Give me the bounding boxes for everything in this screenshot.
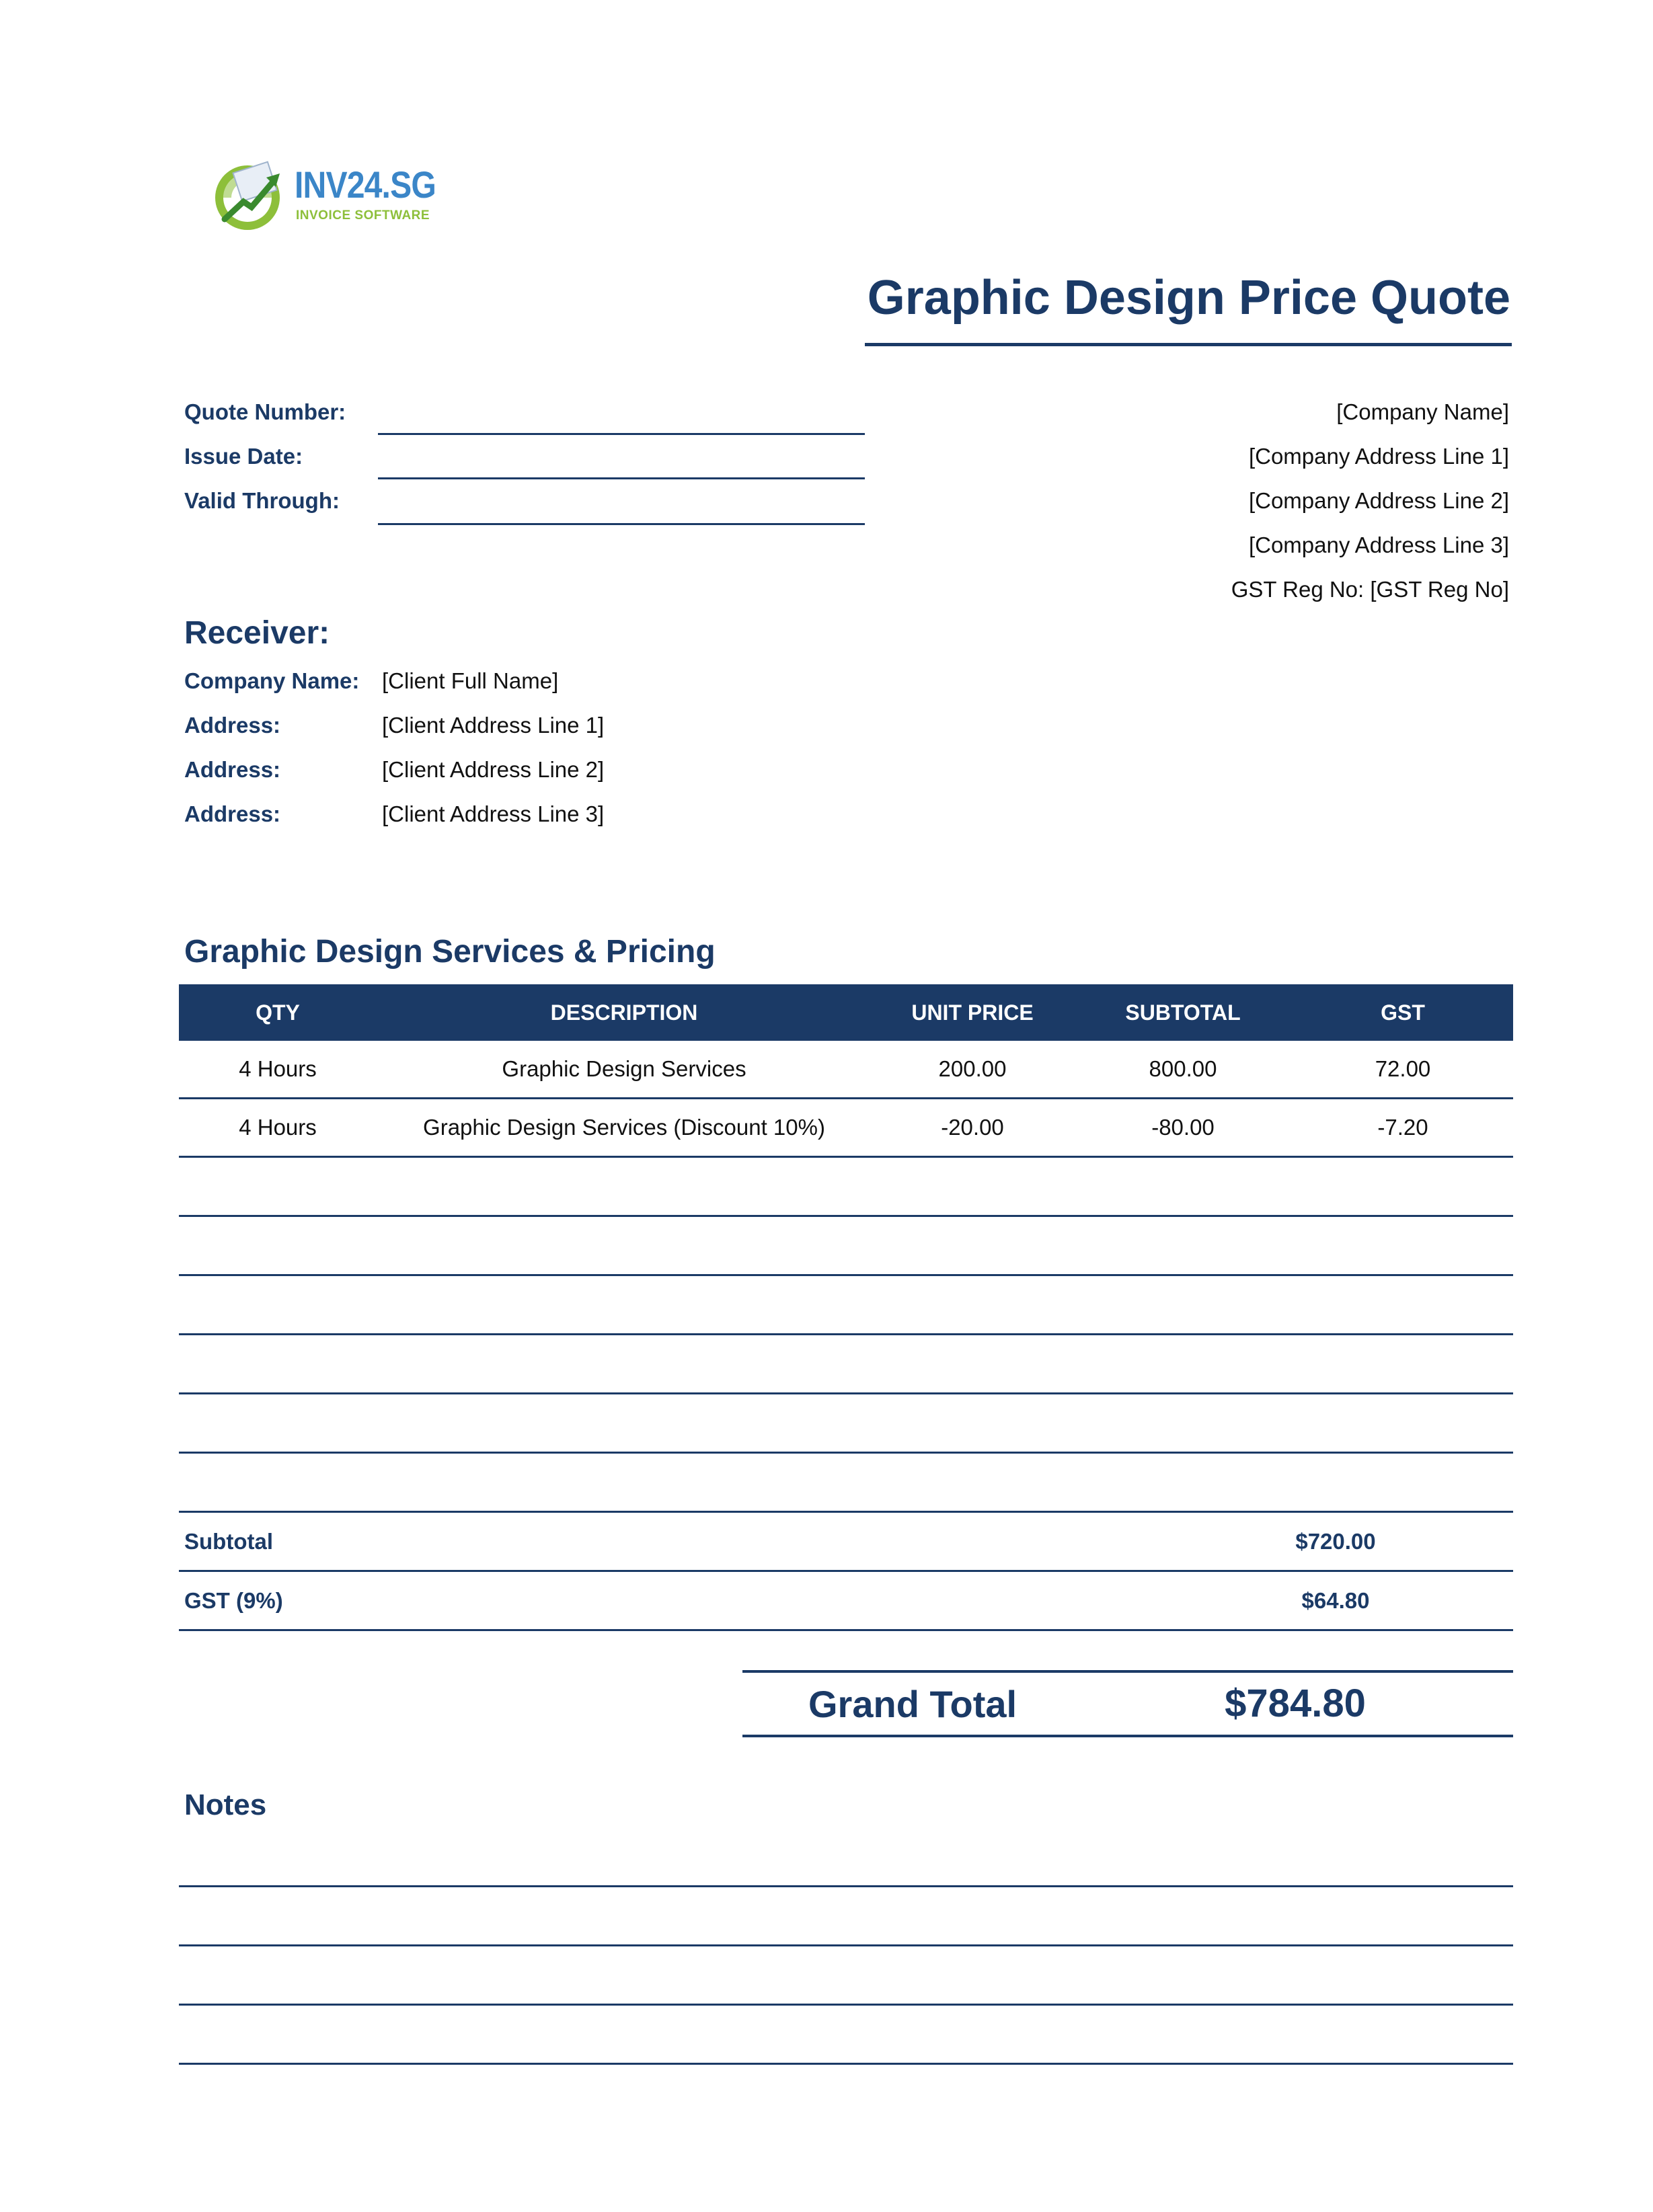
gst-label: GST (9%) bbox=[184, 1588, 283, 1613]
empty-table-row[interactable] bbox=[179, 1217, 1513, 1276]
row-gst: 72.00 bbox=[1375, 1056, 1431, 1081]
valid-through-field[interactable] bbox=[378, 523, 865, 525]
receiver-address-label: Address: bbox=[184, 757, 281, 782]
quote-number-field[interactable] bbox=[378, 433, 865, 435]
receiver-address-line-2: [Client Address Line 2] bbox=[382, 757, 605, 782]
issue-date-label: Issue Date: bbox=[184, 444, 303, 469]
logo-tagline: INVOICE SOFTWARE bbox=[296, 208, 430, 223]
empty-table-row[interactable] bbox=[179, 1158, 1513, 1217]
table-row bbox=[179, 1099, 1513, 1158]
notes-line[interactable] bbox=[179, 2063, 1513, 2065]
issue-date-field[interactable] bbox=[378, 477, 865, 479]
notes-heading: Notes bbox=[184, 1788, 267, 1821]
row-unit-price: -20.00 bbox=[941, 1115, 1004, 1140]
receiver-company-value: [Client Full Name] bbox=[382, 668, 559, 693]
receiver-address-line-3: [Client Address Line 3] bbox=[382, 801, 605, 826]
valid-through-label: Valid Through: bbox=[184, 488, 340, 513]
row-qty: 4 Hours bbox=[239, 1056, 317, 1081]
gst-row bbox=[179, 1572, 1513, 1631]
row-qty: 4 Hours bbox=[239, 1115, 317, 1140]
column-header-description: DESCRIPTION bbox=[550, 1000, 698, 1025]
receiver-address-label: Address: bbox=[184, 801, 281, 826]
column-header-qty: QTY bbox=[256, 1000, 300, 1025]
pricing-table bbox=[179, 984, 1513, 1631]
table-header bbox=[179, 984, 1513, 1041]
gst-value: $64.80 bbox=[1301, 1588, 1370, 1613]
empty-table-row[interactable] bbox=[179, 1335, 1513, 1394]
grand-total-value: $784.80 bbox=[1225, 1682, 1366, 1725]
column-header-gst: GST bbox=[1381, 1000, 1425, 1025]
empty-table-row[interactable] bbox=[179, 1454, 1513, 1513]
row-description: Graphic Design Services (Discount 10%) bbox=[423, 1115, 825, 1140]
notes-line[interactable] bbox=[179, 1944, 1513, 1946]
company-logo bbox=[210, 157, 438, 233]
subtotal-row bbox=[179, 1513, 1513, 1572]
company-address-line-3: [Company Address Line 3] bbox=[1248, 532, 1509, 557]
company-address-line-1: [Company Address Line 1] bbox=[1248, 444, 1509, 469]
subtotal-label: Subtotal bbox=[184, 1529, 273, 1554]
empty-table-row[interactable] bbox=[179, 1276, 1513, 1335]
page-title: Graphic Design Price Quote bbox=[867, 271, 1510, 325]
receiver-company-label: Company Name: bbox=[184, 668, 360, 693]
notes-line[interactable] bbox=[179, 1885, 1513, 1887]
receiver-address-line-1: [Client Address Line 1] bbox=[382, 713, 605, 738]
row-subtotal: 800.00 bbox=[1149, 1056, 1217, 1081]
grand-total-box bbox=[742, 1670, 1513, 1737]
logo-wordmark: INV24.SG bbox=[295, 163, 436, 206]
company-name: [Company Name] bbox=[1336, 399, 1509, 424]
company-gst-reg: GST Reg No: [GST Reg No] bbox=[1231, 577, 1509, 602]
quote-number-label: Quote Number: bbox=[184, 399, 346, 424]
row-unit-price: 200.00 bbox=[938, 1056, 1007, 1081]
notes-line[interactable] bbox=[179, 2004, 1513, 2006]
logo-chart-icon bbox=[210, 157, 291, 233]
row-description: Graphic Design Services bbox=[502, 1056, 746, 1081]
row-subtotal: -80.00 bbox=[1151, 1115, 1215, 1140]
receiver-heading: Receiver: bbox=[184, 615, 330, 651]
subtotal-value: $720.00 bbox=[1295, 1529, 1376, 1554]
services-heading: Graphic Design Services & Pricing bbox=[184, 934, 716, 970]
column-header-unit-price: UNIT PRICE bbox=[911, 1000, 1034, 1025]
company-address-line-2: [Company Address Line 2] bbox=[1248, 488, 1509, 513]
title-underline bbox=[865, 343, 1512, 346]
empty-table-row[interactable] bbox=[179, 1394, 1513, 1454]
receiver-address-label: Address: bbox=[184, 713, 281, 738]
grand-total-label: Grand Total bbox=[808, 1683, 1017, 1725]
row-gst: -7.20 bbox=[1377, 1115, 1428, 1140]
table-row bbox=[179, 1041, 1513, 1099]
column-header-subtotal: SUBTOTAL bbox=[1125, 1000, 1241, 1025]
